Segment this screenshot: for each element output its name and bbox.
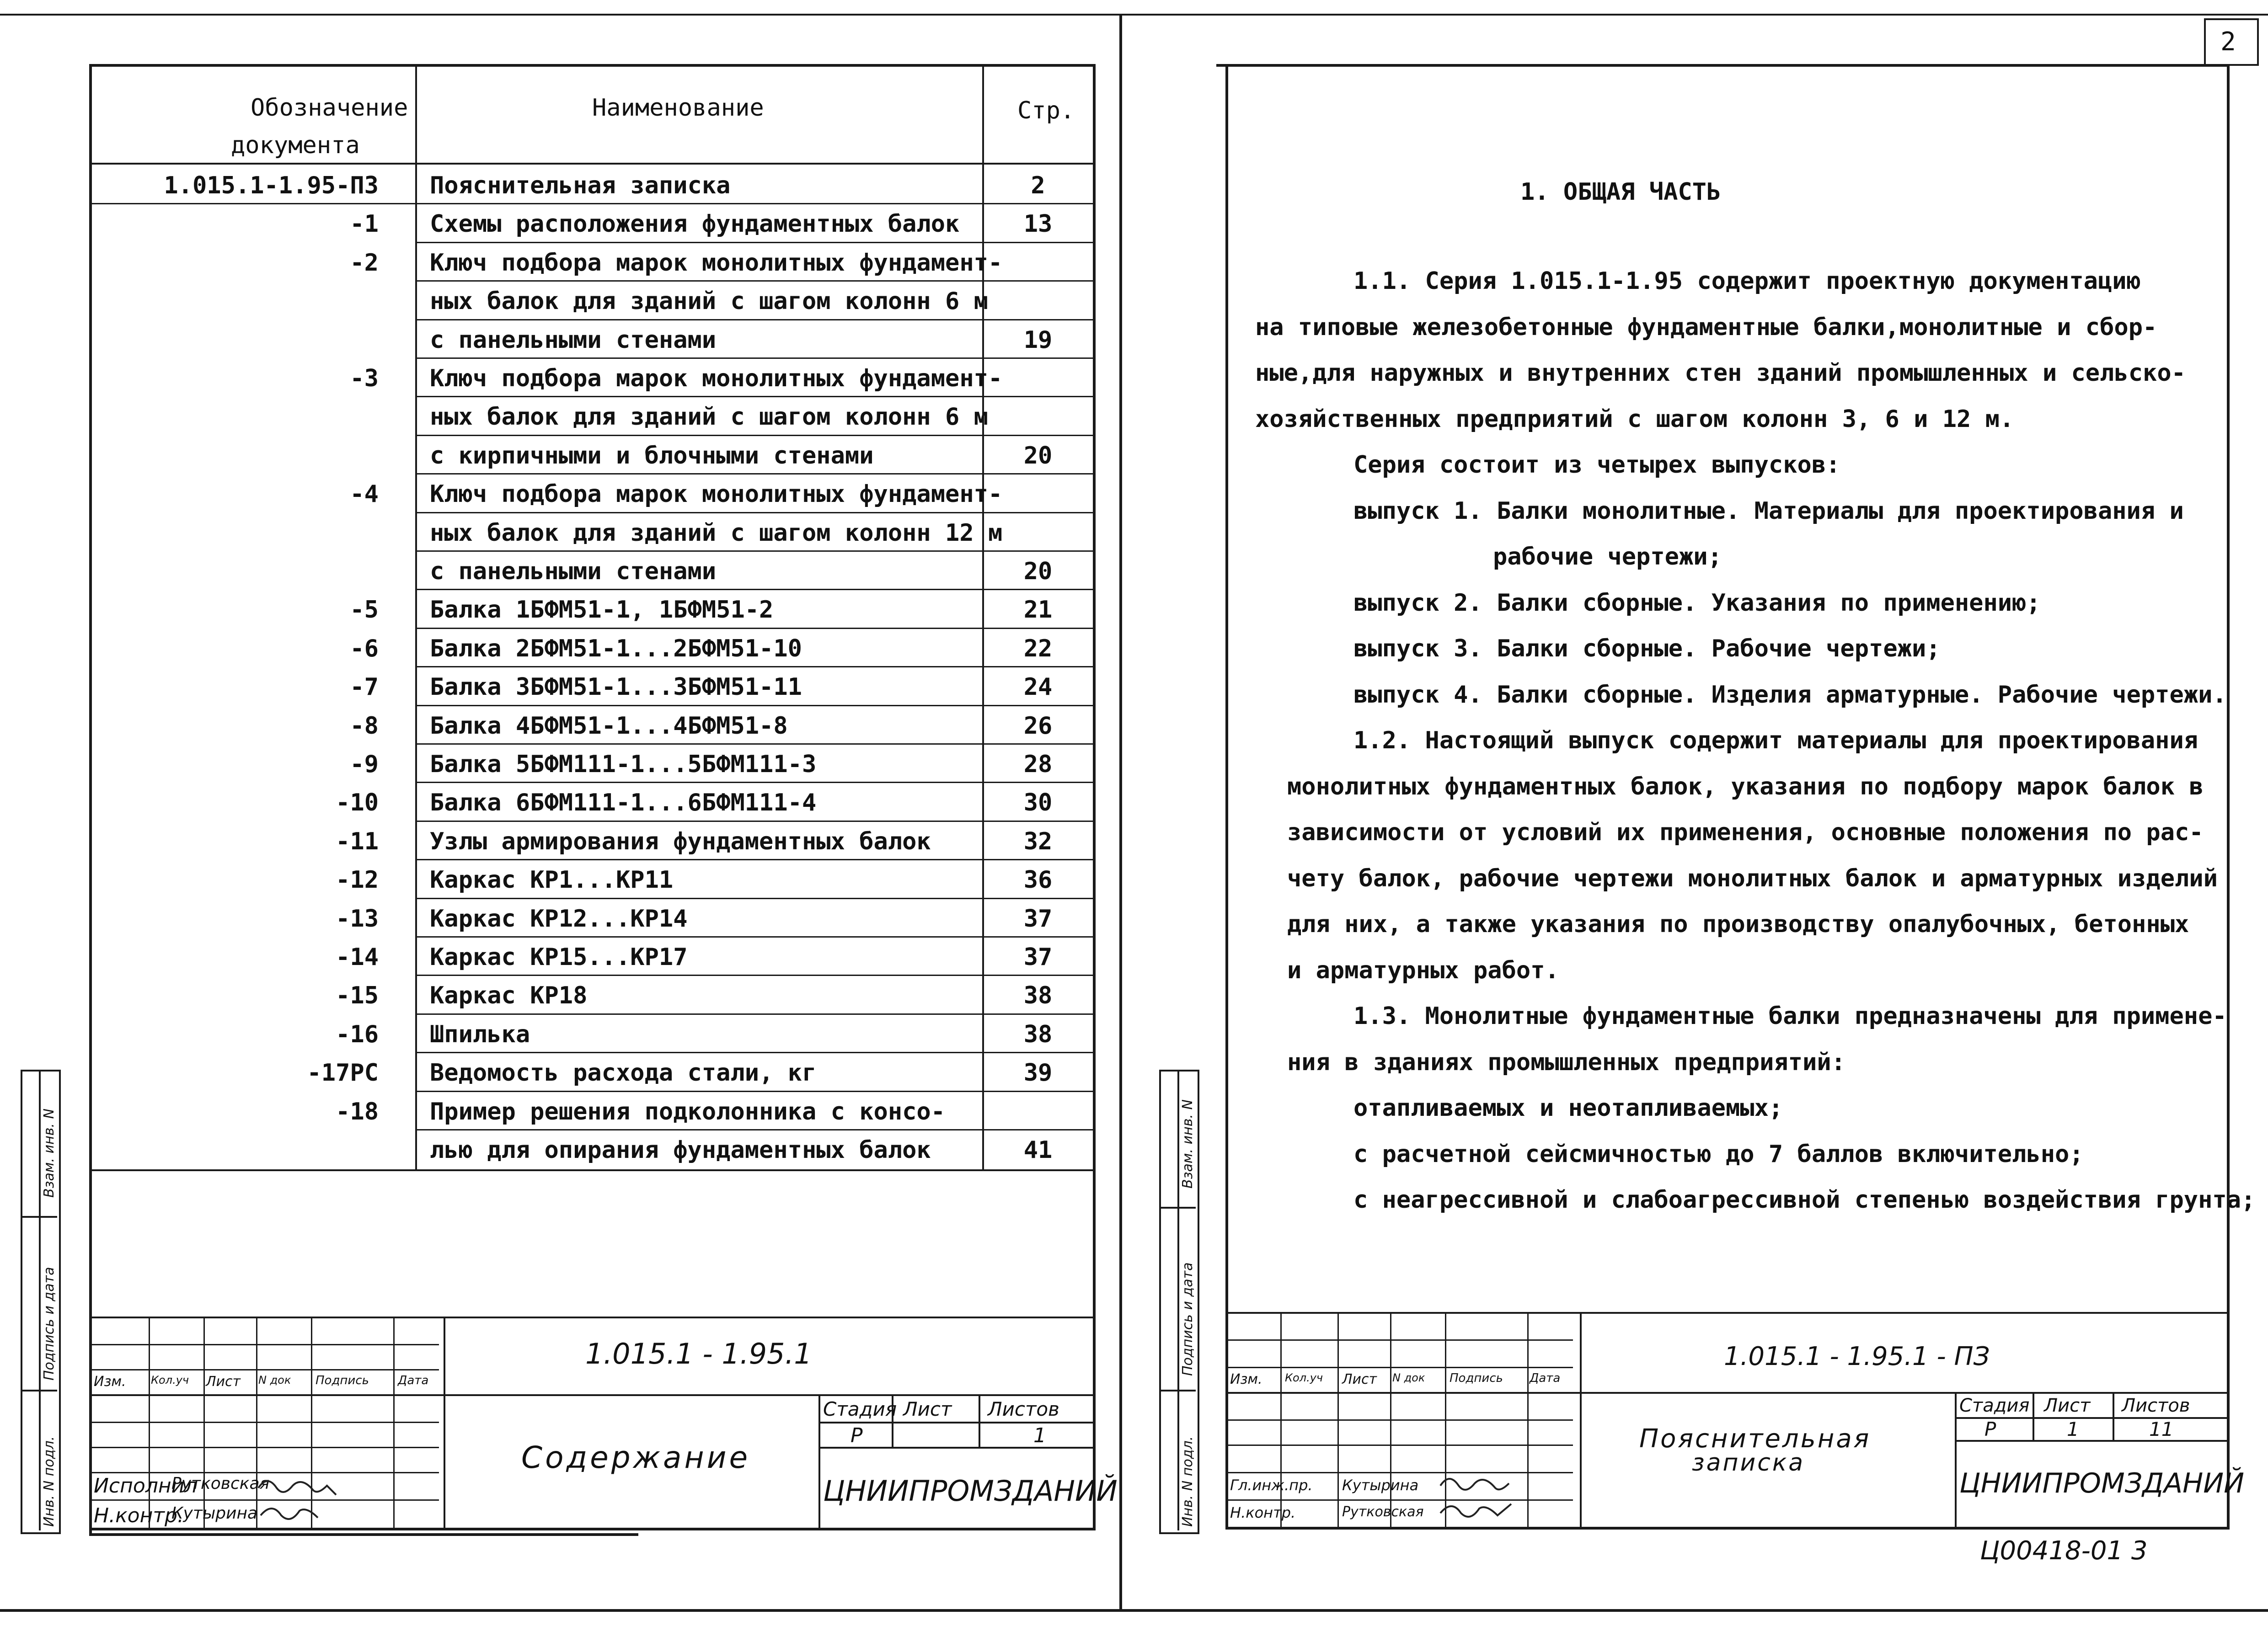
toc-row-page: 36 — [1023, 866, 1053, 894]
toc-row-name: Балка 5БФМ111-1...5БФМ111-3 — [430, 751, 817, 778]
body-line: для них, а также указания по производству опалубочных, бетонных — [1287, 911, 2189, 938]
toc-row-name: Узлы армирования фундаментных балок — [430, 827, 931, 855]
toc-row-name: с кирпичными и блочными стенами — [430, 442, 874, 469]
toc-row-name: Балка 1БФМ51-1, 1БФМ51-2 — [430, 596, 774, 624]
toc-row-page: 37 — [1023, 944, 1053, 971]
toc-row-name: ных балок для зданий с шагом колонн 12 м — [430, 519, 1003, 547]
archive-number: Ц00418-01 3 — [1980, 1536, 2148, 1566]
toc-row-name: Пояснительная записка — [430, 172, 731, 199]
right-frame-bottom — [1225, 1527, 2230, 1530]
r-stamp-name2: Рутковская — [1342, 1504, 1424, 1520]
stamp-name1: Рутковская — [171, 1474, 270, 1493]
toc-row-name: Шпилька — [430, 1020, 530, 1048]
toc-row-code: -4 — [350, 480, 379, 508]
toc-row-name: ных балок для зданий с шагом колонн 6 м — [430, 288, 988, 315]
r-stamp-sheet-label: Лист — [2044, 1395, 2091, 1416]
toc-row-name: Балка 3БФМ51-1...3БФМ51-11 — [430, 673, 802, 701]
toc-row-page: 37 — [1023, 905, 1053, 933]
body-line: на типовые железобетонные фундаментные балки,монолитные и сбор- — [1255, 313, 2157, 341]
side-label-inv: Инв. N подл. — [41, 1436, 57, 1527]
toc-row-page: 32 — [1023, 827, 1053, 855]
toc-row-name: Каркас КР1...КР11 — [430, 866, 674, 894]
stamp-grid-row — [1225, 1339, 1573, 1341]
stamp-stage: Р — [850, 1424, 863, 1447]
r-stamp-name1: Кутырина — [1342, 1477, 1419, 1494]
r-stamp-title2: записка — [1692, 1449, 1805, 1477]
r-stage-col-1 — [2033, 1392, 2034, 1440]
toc-row-code: -9 — [350, 751, 379, 778]
stamp-stage-label: Стадия — [823, 1398, 897, 1420]
r-stamp-org: ЦНИИПРОМЗДАНИЙ — [1959, 1467, 2245, 1499]
side-label-podpis: Подпись и дата — [41, 1267, 57, 1381]
stamp-role1: Исполнил — [94, 1474, 198, 1498]
body-line: 1.3. Монолитные фундаментные балки предназначены для примене- — [1353, 1002, 2227, 1030]
r-stamp-role1: Гл.инж.пр. — [1230, 1477, 1313, 1494]
r-stamp-signatures — [1436, 1467, 1578, 1527]
r-stamp-col-ndok: N док — [1392, 1371, 1425, 1384]
toc-row-code: -11 — [336, 827, 379, 855]
toc-row-name: с панельными стенами — [430, 326, 717, 354]
toc-row-name: Ведомость расхода стали, кг — [430, 1059, 817, 1087]
body-line: отапливаемых и неотапливаемых; — [1353, 1094, 1783, 1122]
section-heading: 1. ОБЩАЯ ЧАСТЬ — [1520, 178, 1721, 206]
toc-row-code: -3 — [350, 365, 379, 392]
right-side-strip-mid — [1177, 1070, 1179, 1530]
r-stamp-col-kol: Кол.уч — [1285, 1371, 1323, 1384]
r-stamp-title1: Пояснительная — [1639, 1424, 1871, 1454]
toc-row-name: Ключ подбора марок монолитных фундамент- — [430, 249, 1003, 277]
body-line: зависимости от условий их применения, основные положения по рас- — [1287, 819, 2204, 846]
toc-row-code: -12 — [336, 866, 379, 894]
right-frame-top — [1216, 64, 2229, 67]
toc-row-code: -18 — [336, 1098, 379, 1125]
toc-row-code: -7 — [350, 673, 379, 701]
stamp-sheets-label: Листов — [988, 1398, 1059, 1420]
body-line: и арматурных работ. — [1287, 956, 1559, 984]
toc-row-name: Каркас КР18 — [430, 982, 588, 1010]
right-side-label-podpis: Подпись и дата — [1180, 1262, 1196, 1376]
bottom-border — [0, 1609, 2268, 1612]
toc-row-name: Пример решения подколонника с консо- — [430, 1098, 946, 1125]
r-stamp-sheets-label: Листов — [2122, 1395, 2190, 1416]
r-stamp-top-line — [1225, 1312, 2230, 1314]
toc-row-page: 30 — [1023, 789, 1053, 817]
right-frame-left — [1225, 64, 1228, 1529]
stamp-org: ЦНИИПРОМЗДАНИЙ — [823, 1474, 1118, 1508]
stamp-grid-row — [1225, 1445, 1573, 1446]
body-line: ные,для наружных и внутренних стен зданий промышленных и сельско- — [1255, 359, 2186, 387]
body-line: рабочие чертежи; — [1493, 543, 1722, 570]
body-line: хозяйственных предприятий с шагом колонн 3, 6 и 12 м. — [1255, 405, 2014, 433]
toc-row-name: ных балок для зданий с шагом колонн 6 м — [430, 403, 988, 431]
toc-row-code: -16 — [336, 1020, 379, 1048]
stamp-grid-row — [1225, 1419, 1573, 1421]
stamp-col-podpis: Подпись — [316, 1374, 369, 1387]
side-label-vzam: Взам. инв. N — [41, 1109, 57, 1198]
toc-row-name: Ключ подбора марок монолитных фундамент- — [430, 480, 1003, 508]
r-stamp-col-data: Дата — [1530, 1371, 1561, 1385]
body-line: чету балок, рабочие чертежи монолитных балок и арматурных изделий — [1287, 864, 2218, 892]
toc-row-page: 20 — [1023, 442, 1053, 469]
toc-row-page: 28 — [1023, 751, 1053, 778]
body-line: ния в зданиях промышленных предприятий: — [1287, 1048, 1845, 1076]
stamp-col-izm: Изм. — [94, 1374, 126, 1390]
toc-row-name: Каркас КР12...КР14 — [430, 905, 688, 933]
body-line: выпуск 4. Балки сборные. Изделия арматурные. Рабочие чертежи. — [1353, 681, 2227, 709]
toc-row-name: Балка 6БФМ111-1...6БФМ111-4 — [430, 789, 817, 817]
toc-row-code: -8 — [350, 712, 379, 740]
right-side-label-inv: Инв. N подл. — [1180, 1436, 1196, 1527]
right-side-div-1 — [1159, 1207, 1196, 1209]
r-stamp-col-list: Лист — [1342, 1371, 1377, 1387]
body-line: выпуск 3. Балки сборные. Рабочие чертежи; — [1353, 635, 1941, 662]
right-frame-right — [2227, 64, 2230, 1529]
toc-row-page: 2 — [1031, 172, 1045, 199]
toc-row-code: -6 — [350, 634, 379, 662]
stamp-col-ndok: N док — [258, 1374, 291, 1386]
toc-row-code: -2 — [350, 249, 379, 277]
stamp-grid-row — [1225, 1367, 1573, 1368]
stamp-col-list: Лист — [206, 1374, 241, 1390]
right-side-div-2 — [1159, 1390, 1196, 1391]
stamp-col-data: Дата — [398, 1374, 429, 1387]
stamp-col-kol: Кол.уч — [151, 1374, 189, 1386]
toc-row-code: -17РС — [307, 1059, 379, 1087]
right-side-label-vzam: Взам. инв. N — [1180, 1099, 1196, 1189]
toc-row-name: с панельными стенами — [430, 558, 717, 585]
body-line: с неагрессивной и слабоагрессивной степенью воздействия грунта; — [1353, 1186, 2256, 1214]
stamp-title: Содержание — [521, 1440, 751, 1475]
toc-row-name: Схемы расположения фундаментных балок — [430, 210, 960, 238]
toc-row-page: 38 — [1023, 982, 1053, 1010]
toc-row-page: 22 — [1023, 634, 1053, 662]
toc-row-code: -15 — [336, 982, 379, 1010]
toc-header-code2: документа — [231, 132, 360, 159]
r-stamp-doc-code: 1.015.1 - 1.95.1 - ПЗ — [1724, 1342, 1990, 1371]
toc-row-page: 21 — [1023, 596, 1053, 624]
toc-row-name: Ключ подбора марок монолитных фундамент- — [430, 365, 1003, 392]
r-stage-col-2 — [2113, 1392, 2114, 1440]
r-stamp-vline-main — [1580, 1312, 1582, 1529]
r-stamp-col-izm: Изм. — [1230, 1371, 1262, 1387]
toc-row-code: -14 — [336, 944, 379, 971]
body-line: выпуск 1. Балки монолитные. Материалы для проектирования и — [1353, 497, 2184, 525]
r-stamp-stage-label: Стадия — [1959, 1395, 2030, 1416]
toc-row-name: лью для опирания фундаментных балок — [430, 1136, 931, 1164]
toc-row-page: 24 — [1023, 673, 1053, 701]
toc-header-page: Стр. — [1017, 97, 1075, 124]
r-stamp-mid-line — [1225, 1392, 2230, 1394]
toc-row-page: 39 — [1023, 1059, 1053, 1087]
r-stamp-role2: Н.контр. — [1230, 1504, 1296, 1521]
toc-row-code: -1 — [350, 210, 379, 238]
body-line: 1.2. Настоящий выпуск содержит материалы для проектирования — [1353, 727, 2198, 754]
sheet-number: 2 — [2220, 27, 2236, 57]
r-stamp-vline-right — [1955, 1392, 1957, 1529]
toc-row-page: 13 — [1023, 210, 1053, 238]
toc-row-name: Каркас КР15...КР17 — [430, 944, 688, 971]
toc-header-name: Наименование — [592, 94, 764, 122]
stamp-sheet: 1 — [1033, 1424, 1046, 1447]
toc-row-code: 1.015.1-1.95-ПЗ — [164, 172, 379, 199]
stamp-doc-code: 1.015.1 - 1.95.1 — [585, 1337, 812, 1370]
body-line: Серия состоит из четырех выпусков: — [1353, 451, 1840, 479]
toc-row-name: Балка 4БФМ51-1...4БФМ51-8 — [430, 712, 788, 740]
r-stamp-col-podpis: Подпись — [1450, 1371, 1503, 1385]
toc-header-code: Обозначение — [251, 94, 408, 122]
stamp-role2: Н.контр. — [94, 1504, 184, 1527]
stamp-sheet-label: Лист — [903, 1398, 952, 1420]
body-line: 1.1. Серия 1.015.1-1.95 содержит проектную документацию — [1353, 267, 2141, 295]
body-line: монолитных фундаментных балок, указания по подбору марок балок в — [1287, 773, 2204, 800]
r-stamp-sheets: 11 — [2149, 1418, 2174, 1440]
toc-row-page: 20 — [1023, 558, 1053, 585]
toc-row-code: -5 — [350, 596, 379, 624]
toc-row-page: 26 — [1023, 712, 1053, 740]
toc-row-page: 38 — [1023, 1020, 1053, 1048]
toc-row-code: -13 — [336, 905, 379, 933]
toc-row-code: -10 — [336, 789, 379, 817]
toc-row-page: 41 — [1023, 1136, 1053, 1164]
body-line: с расчетной сейсмичностью до 7 баллов включительно; — [1353, 1140, 2084, 1168]
stamp-name2: Кутырина — [171, 1504, 258, 1523]
r-stamp-stage: Р — [1984, 1418, 1996, 1440]
toc-row-page: 19 — [1023, 326, 1053, 354]
toc-row-name: Балка 2БФМ51-1...2БФМ51-10 — [430, 634, 802, 662]
r-stamp-sheet: 1 — [2067, 1418, 2079, 1440]
body-line: выпуск 2. Балки сборные. Указания по применению; — [1353, 589, 2041, 617]
